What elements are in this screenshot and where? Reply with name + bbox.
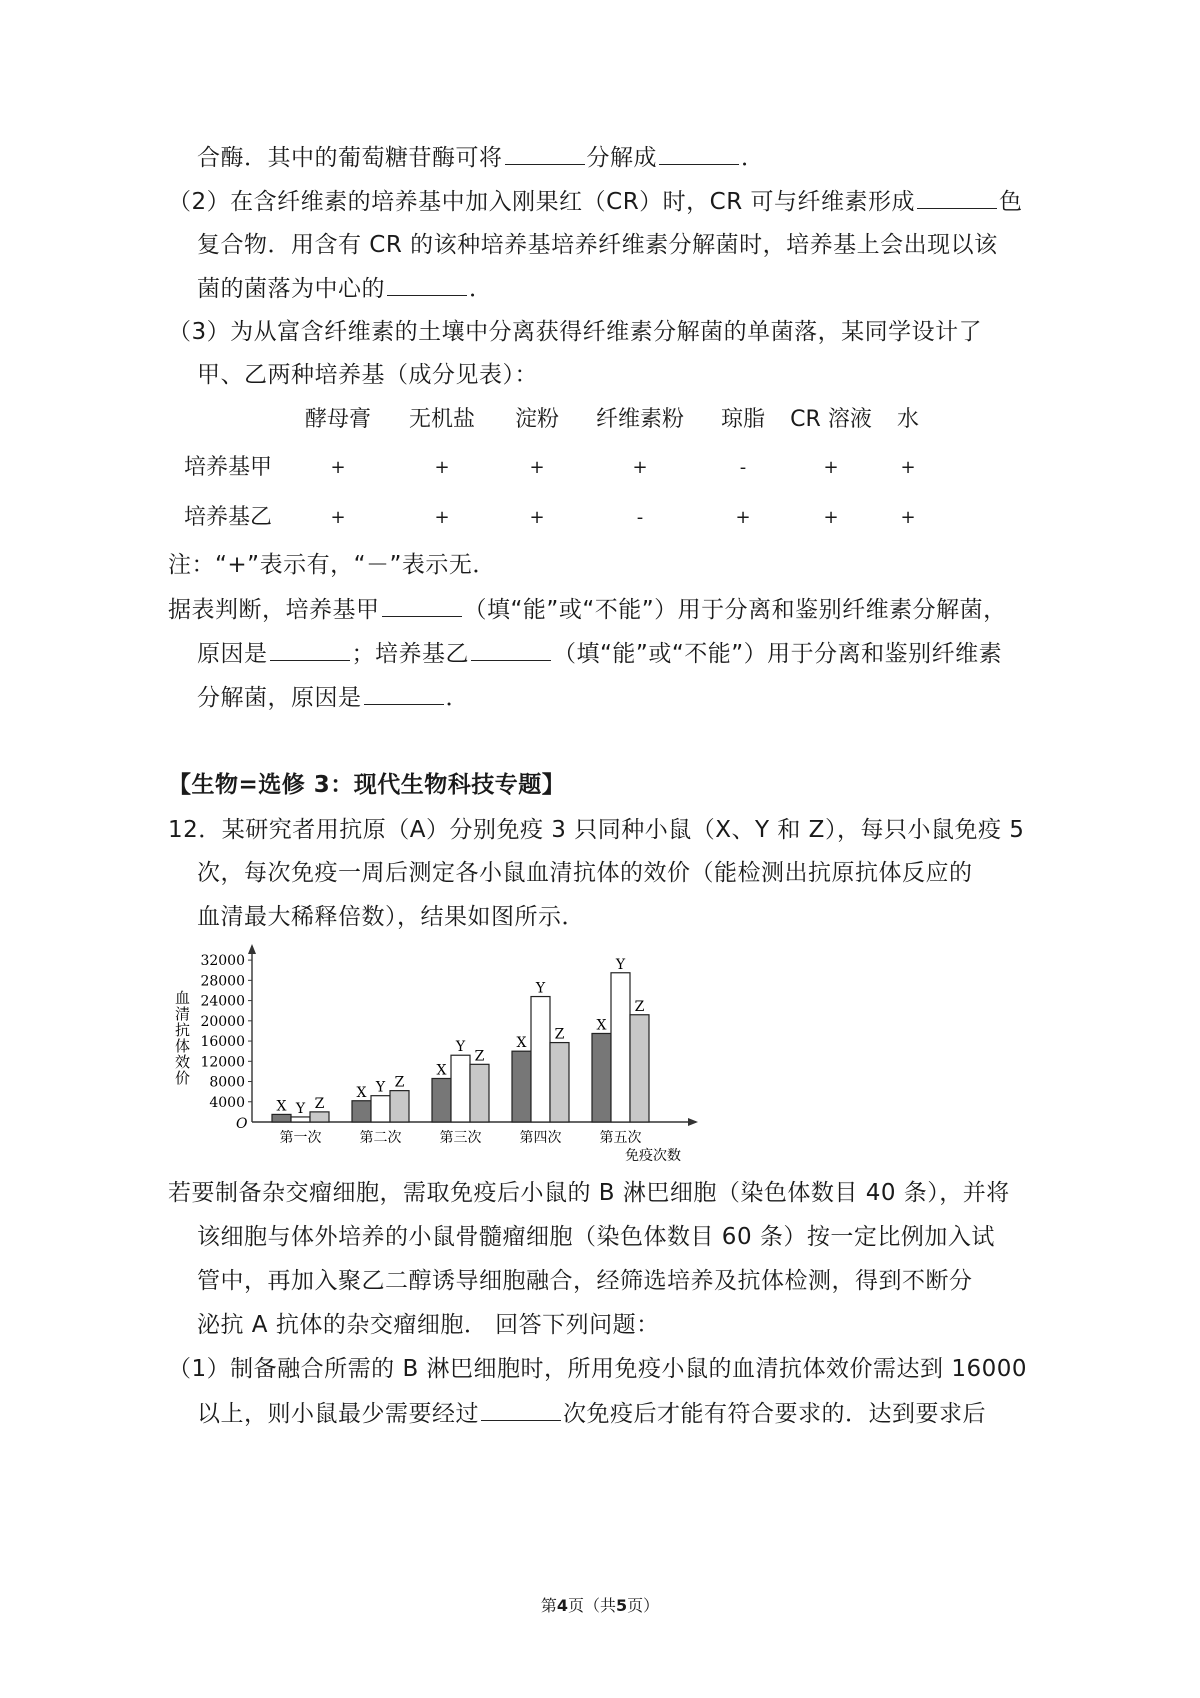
judge-line2-text-a: 原因是	[197, 641, 268, 667]
table-header-cell: CR 溶液	[790, 407, 872, 432]
table-cell: +	[434, 457, 450, 478]
bar-label-z: Z	[474, 1048, 485, 1065]
answer-blank[interactable]	[917, 186, 997, 209]
q12-after-line2: 该细胞与体外培养的小鼠骨髓瘤细胞（染色体数目 60 条）按一定比例加入试	[197, 1224, 995, 1250]
q11-p2-text-b: 色	[999, 189, 1023, 215]
bar-label-x: X	[596, 1017, 607, 1034]
y-tick-label: 32000	[200, 953, 245, 970]
q11-p2-line3-text: 菌的菌落为中心的	[197, 276, 385, 302]
judge-line1-text-b: （填“能”或“不能”）用于分离和鉴别纤维素分解菌，	[463, 597, 1007, 623]
page-footer	[0, 1596, 1200, 1616]
table-header-cell: 酵母膏	[304, 407, 371, 432]
bar-x	[432, 1078, 451, 1122]
q12-s1-line2-text-a: 以上，则小鼠最少需要经过	[197, 1401, 479, 1427]
judge-line1-text-a: 据表判断，培养基甲	[168, 597, 380, 623]
x-category-label: 第四次	[519, 1130, 562, 1146]
q12-s1-line1: （1）制备融合所需的 B 淋巴细胞时，所用免疫小鼠的血清抗体效价需达到 16000	[168, 1356, 1028, 1382]
table-cell: -	[739, 457, 747, 478]
judge-line2-text-c: （填“能”或“不能”）用于分离和鉴别纤维素	[553, 641, 1003, 667]
footer-page-number: 4	[556, 1596, 568, 1615]
judge-line3-text-a: 分解菌，原因是	[197, 685, 362, 711]
q12-after-line1: 若要制备杂交瘤细胞，需取免疫后小鼠的 B 淋巴细胞（染色体数目 40 条），并将	[168, 1180, 1010, 1206]
bar-label-z: Z	[554, 1026, 565, 1043]
y-axis-label: 血清抗体效价	[173, 990, 191, 1086]
table-header-cell: 纤维素粉	[595, 407, 684, 432]
bar-label-y: Y	[455, 1039, 466, 1056]
bar-label-y: Y	[295, 1100, 306, 1117]
q11-p2-line2: 复合物．用含有 CR 的该种培养基培养纤维素分解菌时，培养基上会出现以该	[197, 232, 998, 258]
x-category-label: 第五次	[599, 1130, 642, 1146]
bar-z	[310, 1112, 329, 1122]
answer-blank[interactable]	[387, 273, 467, 296]
table-header-cell: 琼脂	[720, 407, 765, 432]
bar-y	[611, 973, 630, 1122]
answer-blank[interactable]	[364, 682, 444, 705]
footer-prefix: 第	[540, 1596, 557, 1615]
q11-p2-text-a: （2）在含纤维素的培养基中加入刚果红（CR）时，CR 可与纤维素形成	[168, 189, 916, 215]
table-cell: +	[434, 507, 450, 528]
bar-z	[390, 1091, 409, 1122]
y-tick-label: 28000	[200, 973, 245, 990]
bar-z	[630, 1015, 649, 1122]
q11-line1-text-a: 合酶．其中的葡萄糖苷酶可将	[197, 145, 503, 171]
bar-z	[470, 1064, 489, 1122]
judge-line2	[197, 638, 1002, 669]
answer-blank[interactable]	[471, 638, 551, 661]
x-category-label: 第二次	[359, 1130, 402, 1146]
bar-x	[352, 1101, 371, 1122]
y-tick-label: 8000	[209, 1074, 245, 1091]
q12-intro-line1: 12．某研究者用抗原（A）分别免疫 3 只同种小鼠（X、Y 和 Z），每只小鼠免疫 5	[168, 817, 1025, 843]
q11-line1-text-b: 分解成	[586, 145, 657, 171]
antibody-titer-chart	[168, 938, 728, 1178]
q11-p2-line3	[197, 273, 493, 304]
q11-p2-line3-end: ．	[469, 276, 493, 302]
table-cell: +	[735, 507, 751, 528]
bar-y	[291, 1117, 310, 1122]
bar-label-y: Y	[375, 1079, 386, 1096]
answer-blank[interactable]	[270, 638, 350, 661]
bar-label-y: Y	[535, 980, 546, 997]
q12-s1-line2	[197, 1398, 986, 1429]
bar-y	[451, 1055, 470, 1122]
x-category-label: 第三次	[439, 1130, 482, 1146]
bar-label-x: X	[356, 1084, 367, 1101]
y-tick-label: 16000	[200, 1034, 245, 1051]
table-cell: +	[529, 507, 545, 528]
table-cell: +	[529, 457, 545, 478]
judge-line3	[197, 682, 469, 713]
table-cell: -	[636, 507, 644, 528]
q11-p3-line1: （3）为从富含纤维素的土壤中分离获得纤维素分解菌的单菌落，某同学设计了	[168, 319, 983, 345]
bar-x	[592, 1033, 611, 1122]
y-tick-label: 12000	[200, 1054, 245, 1071]
bar-y	[531, 997, 550, 1122]
section-title: 【生物=选修 3：现代生物科技专题】	[168, 772, 566, 798]
table-row-label: 培养基甲	[183, 455, 272, 480]
judge-line2-text-b: ；培养基乙	[351, 641, 469, 667]
table-cell: +	[823, 507, 839, 528]
judge-line3-text-b: ．	[445, 685, 469, 711]
answer-blank[interactable]	[505, 142, 585, 165]
table-cell: +	[823, 457, 839, 478]
y-tick-label: 24000	[200, 993, 245, 1010]
table-cell: +	[330, 507, 346, 528]
table-row-label: 培养基乙	[183, 505, 272, 530]
footer-total-pages: 5	[616, 1596, 628, 1615]
y-axis-arrow	[248, 944, 256, 954]
bar-label-y: Y	[615, 956, 626, 973]
x-category-label: 第一次	[279, 1130, 322, 1146]
origin-label: O	[236, 1116, 248, 1132]
y-tick-label: 4000	[209, 1094, 245, 1111]
table-note: 注：“+”表示有，“－”表示无．	[168, 552, 496, 578]
x-axis-label: 免疫次数	[625, 1148, 681, 1164]
footer-suffix: 页）	[627, 1596, 660, 1615]
answer-blank[interactable]	[382, 594, 462, 617]
y-tick-label: 20000	[200, 1013, 245, 1030]
bar-y	[371, 1096, 390, 1122]
bar-label-x: X	[276, 1098, 287, 1115]
bar-label-z: Z	[314, 1095, 325, 1112]
judge-line1	[168, 594, 1007, 625]
q12-s1-line2-text-b: 次免疫后才能有符合要求的．达到要求后	[563, 1401, 986, 1427]
answer-blank[interactable]	[481, 1398, 561, 1421]
table-cell: +	[330, 457, 346, 478]
bar-x	[512, 1051, 531, 1122]
q11-p3-line2: 甲、乙两种培养基（成分见表）：	[197, 362, 538, 388]
q12-after-line3: 管中，再加入聚乙二醇诱导细胞融合，经筛选培养及抗体检测，得到不断分	[197, 1268, 973, 1294]
answer-blank[interactable]	[659, 142, 739, 165]
q11-line1-text-c: ．	[741, 145, 765, 171]
bar-z	[550, 1043, 569, 1122]
bar-label-x: X	[516, 1035, 527, 1052]
q12-intro-line3: 血清最大稀释倍数），结果如图所示．	[197, 904, 585, 930]
table-header-cell: 无机盐	[408, 407, 475, 432]
bar-label-z: Z	[394, 1074, 405, 1091]
bar-label-z: Z	[634, 998, 645, 1015]
bar-x	[272, 1114, 291, 1122]
table-cell: +	[632, 457, 648, 478]
table-cell: +	[900, 507, 916, 528]
x-axis-arrow	[688, 1118, 698, 1126]
q11-line1	[197, 142, 765, 173]
bar-label-x: X	[436, 1062, 447, 1079]
footer-middle: 页（共	[567, 1596, 616, 1615]
table-header-cell: 淀粉	[514, 407, 559, 432]
q12-intro-line2: 次，每次免疫一周后测定各小鼠血清抗体的效价（能检测出抗原抗体反应的	[197, 860, 973, 886]
q12-after-line4: 泌抗 A 抗体的杂交瘤细胞． 回答下列问题：	[197, 1312, 660, 1338]
table-header-cell: 水	[896, 407, 919, 432]
q11-p2-line1	[168, 186, 1023, 217]
table-cell: +	[900, 457, 916, 478]
